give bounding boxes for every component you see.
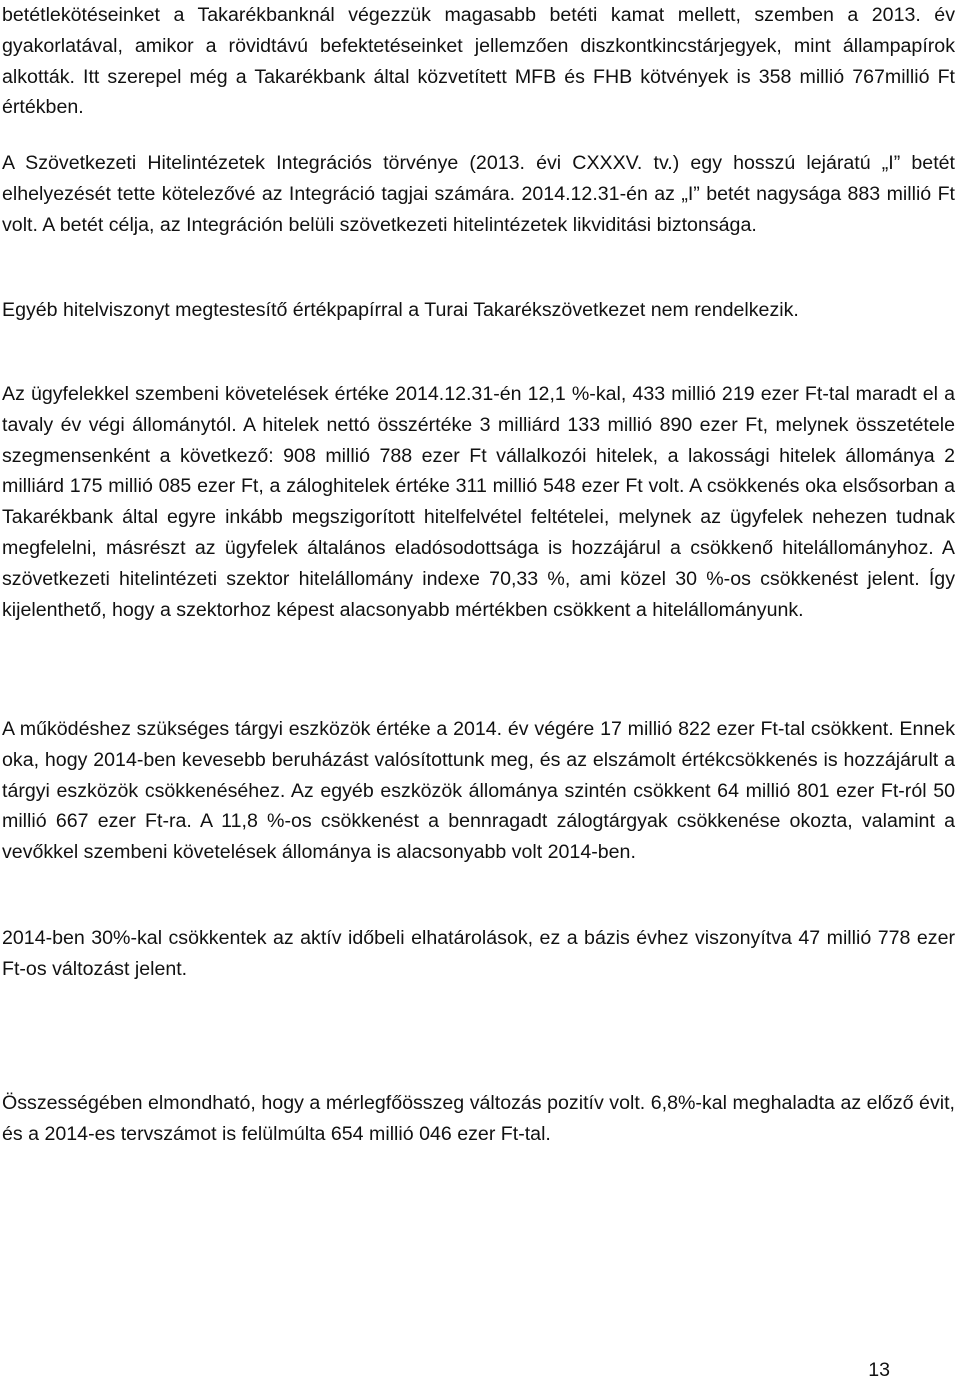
paragraph-customer-receivables: Az ügyfelekkel szembeni követelések értéke 2014.12.31-én 12,1 %-kal, 433 millió 219 ezer Ft-tal maradt el a tavaly év végi állománytól. A hitelek nettó összértéke 3 milliárd 133 millió 890 ezer Ft, melynek összetétele szegmensenként a következő: 908 millió 788 ezer Ft vállalkozói hitelek, a lakossági hitelek állománya 2 milliárd 175 millió 085 ezer Ft, a záloghitelek értéke 311 millió 548 ezer Ft volt. A csökkenés oka elsősorban a Takarékbank által egyre inkább megszigorított hitelfelvétel feltételei, melynek az ügyfelek nehezen tudnak megfelelni, másrészt az ügyfelek általános eladósodottsága is hozzájárul a csökkenő hitelállományhoz. A szövetkezeti hitelintézeti szektor hitelállomány indexe 70,33 %, ami közel 30 %-os csökkenést jelent. Így kijelenthető, hogy a szektorhoz képest alacsonyabb mértékben csökkent a hitelállományunk. <box>2 383 955 621</box>
paragraph-integration-deposit: A Szövetkezeti Hitelintézetek Integrációs törvénye (2013. évi CXXXV. tv.) egy hosszú lejáratú „I” betét elhelyezését tette kötelezővé az Integráció tagjai számára. 2014.12.31-én az „I” betét nagysága 883 millió Ft volt. A betét célja, az Integráción belüli szövetkezeti hitelintézetek likviditási biztonsága. <box>2 152 955 236</box>
page-number: 13 <box>868 1359 890 1381</box>
paragraph-accruals: 2014-ben 30%-kal csökkentek az aktív időbeli elhatárolások, ez a bázis évhez viszonyítva 47 millió 778 ezer Ft-os változást jelent. <box>2 927 955 980</box>
paragraph-short-term-investments: betétlekötéseinket a Takarékbanknál végezzük magasabb betéti kamat mellett, szemben a 2013. év gyakorlatával, amikor a rövidtávú befektetéseinket jellemzően diszkontkincstárjegyek, mint állampapírok alkották. Itt szerepel még a Takarékbank által közvetített MFB és FHB kötvények is 358 millió 767millió Ft értékben. <box>2 4 955 119</box>
paragraph-tangible-assets: A működéshez szükséges tárgyi eszközök értéke a 2014. év végére 17 millió 822 ezer Ft-tal csökkent. Ennek oka, hogy 2014-ben kevesebb beruházást valósítottunk meg, és az elszámolt értékcsökkenés is hozzájárult a tárgyi eszközök csökkenéséhez. Az egyéb eszközök állománya szintén csökkent 64 millió 801 ezer Ft-ról 50 millió 667 ezer Ft-ra. A 11,8 %-os csökkenést a bennragadt zálogtárgyak csökkenése okozta, valamint a vevőkkel szembeni követelések állománya is alacsonyabb volt 2014-ben. <box>2 718 955 864</box>
paragraph-other-securities: Egyéb hitelviszonyt megtestesítő értékpapírral a Turai Takarékszövetkezet nem rendelkezik. <box>2 299 799 321</box>
paragraph-summary: Összességében elmondható, hogy a mérlegfőösszeg változás pozitív volt. 6,8%-kal meghaladta az előző évit, és a 2014-es tervszámot is felülmúlta 654 millió 046 ezer Ft-tal. <box>2 1092 955 1145</box>
